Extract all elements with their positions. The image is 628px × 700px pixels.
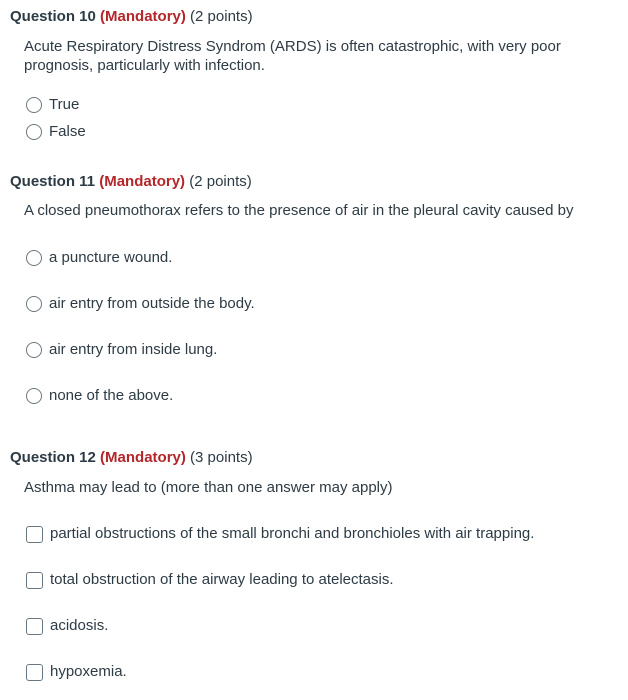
mandatory-label: (Mandatory): [100, 449, 186, 466]
answer-label: False: [49, 123, 86, 140]
answer-label: air entry from outside the body.: [49, 295, 255, 312]
checkbox[interactable]: [26, 572, 43, 589]
question-10: [10, 8, 618, 140]
question-text: Acute Respiratory Distress Syndrom (ARDS) is often catastrophic, with very poor prognosis, particularly with infection.: [24, 38, 561, 74]
question-header: [10, 173, 618, 191]
question-12: [10, 449, 618, 680]
checkbox[interactable]: [26, 526, 43, 543]
checkbox[interactable]: [26, 664, 43, 681]
question-text: Asthma may lead to (more than one answer may apply): [24, 479, 393, 496]
answer-option-true[interactable]: [26, 96, 79, 114]
radio-button[interactable]: [26, 388, 42, 404]
question-header: [10, 449, 618, 467]
answer-option-puncture-wound[interactable]: [26, 249, 172, 267]
points-label: (3 points): [190, 449, 253, 466]
question-11: [10, 173, 618, 404]
radio-button[interactable]: [26, 296, 42, 312]
radio-button[interactable]: [26, 97, 42, 113]
mandatory-label: (Mandatory): [100, 8, 186, 25]
radio-button[interactable]: [26, 250, 42, 266]
answer-label: air entry from inside lung.: [49, 341, 218, 358]
answer-label: a puncture wound.: [49, 249, 173, 266]
mandatory-label: (Mandatory): [99, 173, 186, 190]
radio-button[interactable]: [26, 342, 42, 358]
answer-option-acidosis[interactable]: [26, 617, 108, 635]
points-label: (2 points): [190, 8, 253, 25]
answer-label: acidosis.: [50, 617, 109, 634]
answer-option-none[interactable]: [26, 387, 173, 405]
question-number: Question 11: [10, 173, 96, 190]
answer-option-outside-body[interactable]: [26, 295, 255, 313]
answer-option-inside-lung[interactable]: [26, 341, 217, 359]
question-number: Question 12: [10, 449, 96, 466]
answer-label: True: [49, 96, 80, 113]
checkbox[interactable]: [26, 618, 43, 635]
points-label: (2 points): [189, 173, 252, 190]
answer-option-partial-obstructions[interactable]: [26, 525, 534, 543]
answer-option-total-obstruction[interactable]: [26, 571, 394, 589]
answer-option-hypoxemia[interactable]: [26, 663, 127, 681]
radio-button[interactable]: [26, 124, 42, 140]
question-header: [10, 8, 618, 26]
answer-option-false[interactable]: [26, 123, 86, 141]
question-number: Question 10: [10, 8, 96, 25]
answer-label: none of the above.: [49, 387, 174, 404]
answer-label: hypoxemia.: [50, 663, 127, 680]
question-text: A closed pneumothorax refers to the presence of air in the pleural cavity caused by: [24, 202, 574, 219]
answer-label: partial obstructions of the small bronchi and bronchioles with air trapping.: [50, 525, 535, 542]
answer-label: total obstruction of the airway leading to atelectasis.: [50, 571, 394, 588]
